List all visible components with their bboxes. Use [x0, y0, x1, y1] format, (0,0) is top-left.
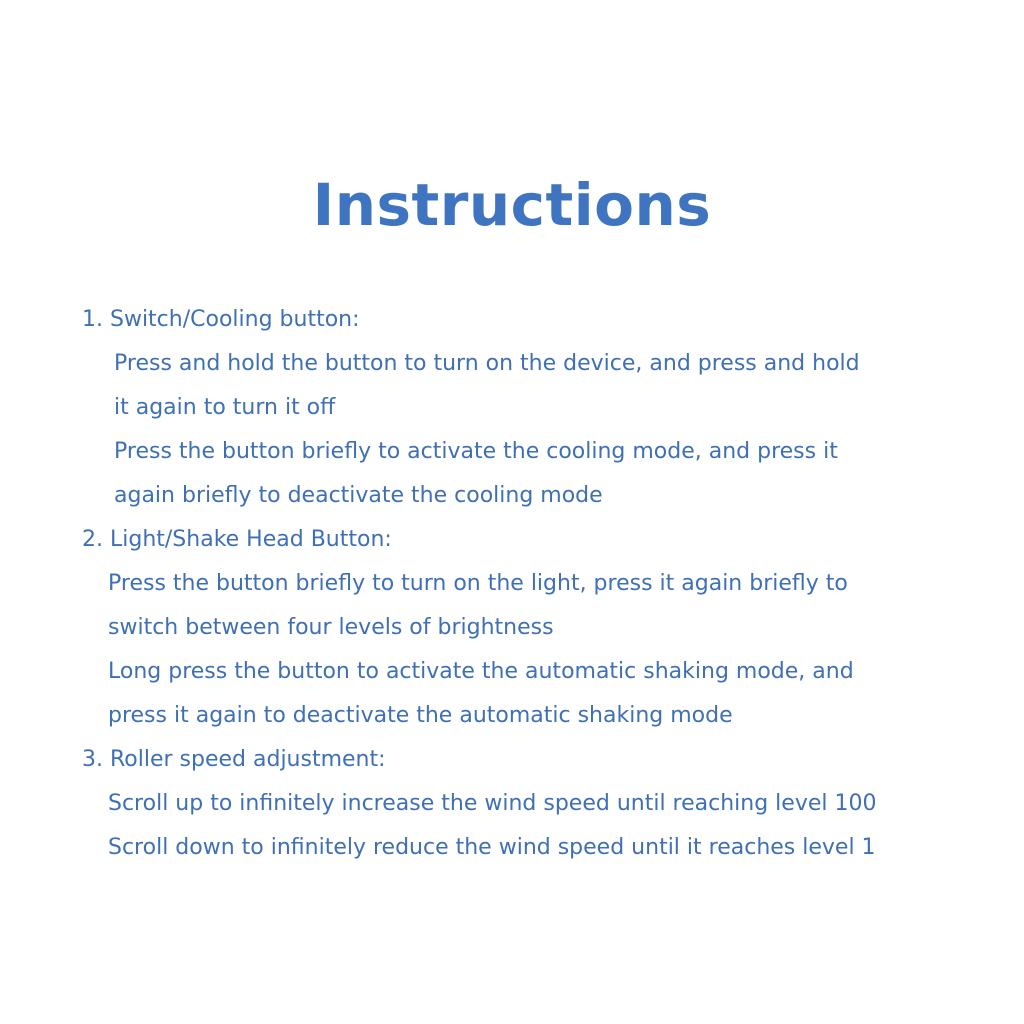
instruction-line: Long press the button to activate the automatic shaking mode, and [108, 659, 854, 684]
instruction-line: Scroll up to infinitely increase the wind speed until reaching level 100 [108, 791, 877, 816]
instruction-line: switch between four levels of brightness [108, 615, 554, 640]
instruction-line: it again to turn it off [114, 395, 336, 420]
instruction-line: Press the button briefly to turn on the light, press it again briefly to [108, 571, 848, 596]
instruction-line: Press and hold the button to turn on the device, and press and hold [114, 351, 860, 376]
instruction-line: Scroll down to infinitely reduce the wind speed until it reaches level 1 [108, 835, 876, 860]
instruction-line: Press the button briefly to activate the cooling mode, and press it [114, 439, 838, 464]
instruction-line: press it again to deactivate the automatic shaking mode [108, 703, 733, 728]
instruction-line: again briefly to deactivate the cooling mode [114, 483, 603, 508]
section-heading: 2. Light/Shake Head Button: [82, 527, 392, 552]
section-heading: 3. Roller speed adjustment: [82, 747, 386, 772]
section-heading: 1. Switch/Cooling button: [82, 307, 360, 332]
page-title: Instructions [312, 170, 712, 239]
